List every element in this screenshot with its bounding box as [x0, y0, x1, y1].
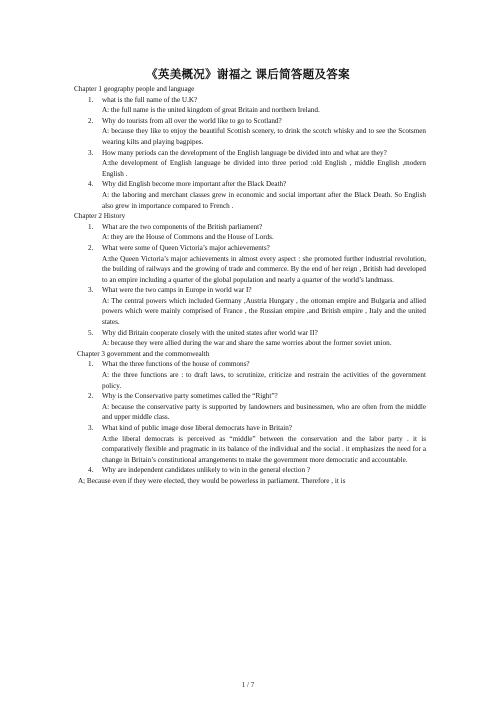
question-number: 1. [88, 360, 94, 369]
question-text: How many periods can the development of the English language be divided into and what are they? [102, 148, 387, 157]
answer-text: A; Because even if they were elected, they would be powerless in parliament. Therefore , it is [78, 476, 346, 485]
question-number: 2. [88, 392, 94, 401]
answer-text: A:the liberal democrats is perceived as “middle” between the conservation and the labor party . it is comparatively flexible and pragmatic in its balance of the individual and the social . it emphasizes the need for a change in Britain’s constitutional arrangements to make the government more democratic and accountable. [102, 434, 426, 464]
question [74, 243, 426, 254]
answer-text: A: they are the House of Commons and the House of Lords. [102, 233, 274, 242]
question-text: Why is the Conservative party sometimes called the “Right”? [102, 392, 278, 401]
answer-text: A: because they were allied during the war and share the same worries about the former soviet union. [102, 339, 392, 348]
question-text: What the three functions of the house of commons? [102, 360, 250, 369]
question [74, 116, 426, 127]
document-title: 《英美概况》谢福之 课后简答题及答案 [146, 69, 350, 81]
question-text: What are the two components of the British parliament? [102, 222, 263, 231]
answer-text: A: The central powers which included Germany ,Austria Hungary , the ottoman empire and Bulgaria and allied powers which were mainly comprised of France , the Russian empire ,and British empire , Italy and the united states. [102, 296, 426, 327]
question [74, 285, 426, 296]
answer-text: A:the Queen Victoria’s major achievements in almost every aspect : she promoted further industrial revolution, the building of railways and the growing of trade and commerce. By the end of her reign , British had developed to an empire including a quarter of the global population and nearly a quarter of the world’s landmass. [102, 254, 426, 284]
question [74, 465, 426, 476]
page-number: 1 / 7 [241, 681, 255, 689]
question-number: 5. [88, 328, 94, 337]
question-number: 2. [88, 116, 94, 125]
question-text: Why did English become more important after the Black Death? [102, 180, 287, 189]
question-number: 3. [88, 286, 94, 295]
question [74, 423, 426, 434]
question-text: Why are independent candidates unlikely to win in the general election ? [102, 466, 310, 475]
answer-text: A:the development of English language be divided into three period :old English , middle English ,modern English . [102, 159, 426, 178]
question [74, 95, 426, 106]
question-number: 4. [88, 466, 94, 475]
question [74, 359, 426, 370]
question-text: Why did Britain cooperate closely with the united states after world war II? [102, 328, 318, 337]
question-number: 3. [88, 424, 94, 432]
question-text: What were the two camps in Europe in world war I? [102, 286, 252, 295]
chapter-heading: Chapter 1 geography people and language [74, 85, 195, 93]
question-number: 1. [88, 222, 94, 231]
chapter-heading: Chapter 2 History [74, 212, 126, 221]
question-text: what is the full name of the U.K? [102, 95, 198, 104]
question [74, 179, 426, 190]
answer-text: A: the three functions are : to draft laws, to scrutinize, criticize and restrain the activities of the government policy. [102, 371, 426, 390]
question [74, 222, 426, 233]
question-number: 1. [88, 95, 94, 104]
question [74, 391, 426, 402]
chapter-heading: Chapter 3 government and the commonwealth [77, 349, 210, 358]
document-body [74, 84, 426, 487]
question-number: 3. [88, 148, 94, 157]
question-text: What kind of public image dose liberal democrats have in Britain? [102, 424, 292, 432]
question-number: 2. [88, 243, 94, 252]
answer-text: A: the laboring and merchant classes grew in economic and social important after the Black Death. So English also grew in importance compared to French . [102, 190, 426, 210]
answer-text: A: because they like to enjoy the beautiful Scottish scenery, to drink the scotch whisky and to see the Scotsmen wearing kilts and playing bagpipes. [102, 127, 426, 146]
question [74, 148, 426, 159]
question [74, 328, 426, 339]
answer-text: A: the full name is the united kingdom of great Britain and northern Ireland. [102, 106, 320, 115]
question-text: Why do tourists from all over the world like to go to Scotland? [102, 116, 282, 125]
question-text: What were some of Queen Victoria’s major achievements? [102, 243, 270, 252]
answer-text: A: because the conservative party is supported by landowners and businessmen, who are often from the middle and upper middle class. [102, 402, 426, 422]
question-number: 4. [88, 180, 94, 189]
